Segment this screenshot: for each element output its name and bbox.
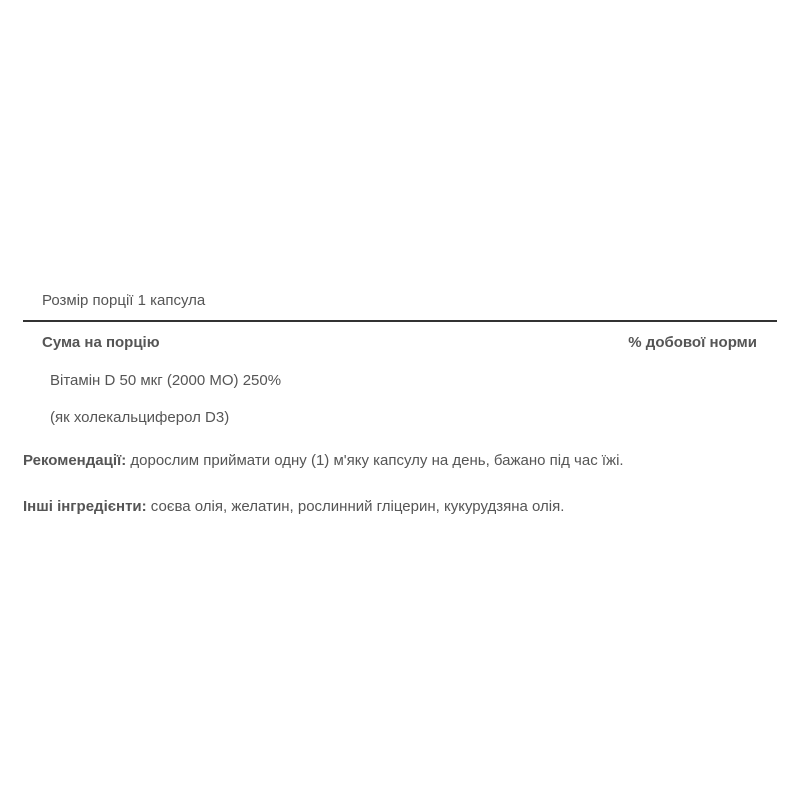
vitamin-d-note: (як холекальциферол D3): [50, 409, 230, 426]
other-ingredients: [23, 498, 564, 515]
table-divider: [23, 320, 777, 322]
recommendations: [23, 452, 624, 469]
amount-per-serving-header: Сума на порцію: [42, 334, 160, 351]
other-ingredients-label: Інші інгредієнти:: [23, 498, 147, 515]
serving-size: Розмір порції 1 капсула: [42, 292, 206, 309]
daily-value-header: % добової норми: [628, 334, 757, 351]
vitamin-d-row: Вітамін D 50 мкг (2000 МО) 250%: [50, 372, 282, 389]
recommendations-text: дорослим приймати одну (1) м'яку капсулу на день, бажано під час їжі.: [126, 452, 624, 469]
other-ingredients-text: соєва олія, желатин, рослинний гліцерин, кукурудзяна олія.: [146, 498, 565, 515]
recommendations-label: Рекомендації:: [23, 452, 127, 469]
